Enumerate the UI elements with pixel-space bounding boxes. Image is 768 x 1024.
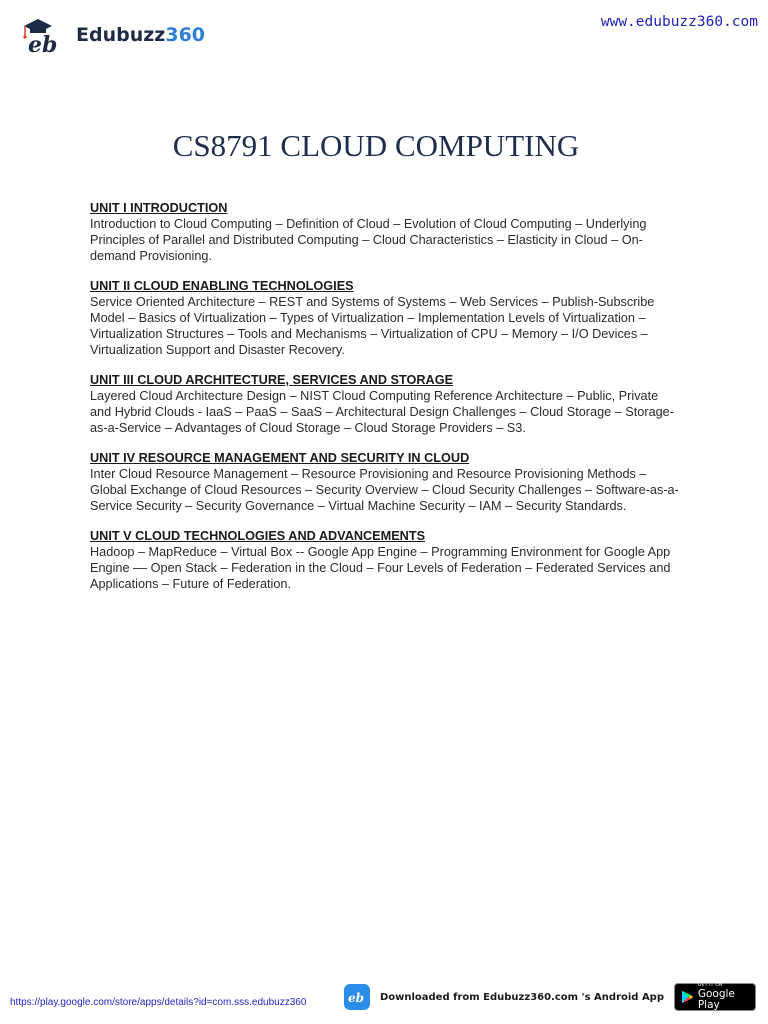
site-url-link[interactable]: www.edubuzz360.com [600, 14, 758, 30]
unit-1 [90, 200, 682, 264]
unit-body: Inter Cloud Resource Management – Resource Provisioning and Resource Provisioning Methods – Global Exchange of Cloud Resources – Security Overview – Cloud Security Challenges – Software-as-a-Service Security – Security Governance – Virtual Machine Security – IAM – Security Standards. [90, 467, 679, 513]
unit-heading: UNIT V CLOUD TECHNOLOGIES AND ADVANCEMENTS [90, 529, 426, 543]
gplay-big-text: Google Play [697, 988, 735, 1011]
unit-2 [90, 278, 682, 358]
play-store-url-link[interactable]: https://play.google.com/store/apps/details?id=com.sss.edubuzz360 [10, 997, 307, 1008]
eb-logo-icon [348, 990, 366, 1004]
svg-text:eb: eb [28, 32, 58, 56]
unit-body: Introduction to Cloud Computing – Definition of Cloud – Evolution of Cloud Computing – Underlying Principles of Parallel and Distributed Computing – Cloud Characteristics – Elasticity in Cloud – On-demand Provisioning. [90, 217, 647, 263]
unit-heading: UNIT III CLOUD ARCHITECTURE, SERVICES AND STORAGE [90, 373, 454, 387]
page-title: CS8791 CLOUD COMPUTING [172, 128, 580, 163]
unit-heading: UNIT II CLOUD ENABLING TECHNOLOGIES [90, 279, 354, 293]
edubuzz-logo[interactable] [18, 14, 205, 56]
download-note: Downloaded from Edubuzz360.com 's Android App [379, 991, 664, 1003]
unit-heading: UNIT IV RESOURCE MANAGEMENT AND SECURITY IN CLOUD [90, 451, 470, 465]
unit-4 [90, 450, 682, 514]
unit-body: Hadoop – MapReduce – Virtual Box -- Google App Engine – Programming Environment for Google App Engine –– Open Stack – Federation in the Cloud – Four Levels of Federation – Federated Services and Applications – Future of Federation. [90, 545, 671, 591]
logo-text: Edubuzz360 [76, 24, 206, 46]
unit-body: Service Oriented Architecture – REST and Systems of Systems – Web Services – Publish-Subscribe Model – Basics of Virtualization – Types of Virtualization – Implementation Levels of Virtualization – Virtualization Structures – Tools and Mechanisms – Virtualization of CPU – Memory – I/O Devices –Virtualization Support and Disaster Recovery. [90, 295, 655, 357]
google-play-icon [681, 989, 694, 1005]
footer-download-banner [344, 983, 756, 1011]
graduation-cap-icon [18, 14, 74, 56]
syllabus-units [90, 200, 682, 606]
unit-5 [90, 528, 682, 592]
unit-heading: UNIT I INTRODUCTION [90, 201, 228, 215]
gplay-small-text: GET IT ON [697, 982, 723, 988]
unit-body: Layered Cloud Architecture Design – NIST Cloud Computing Reference Architecture – Public, Private and Hybrid Clouds - IaaS – PaaS – SaaS – Architectural Design Challenges – Cloud Storage – Storage-as-a-Service – Advantages of Cloud Storage – Cloud Storage Providers – S3. [90, 389, 674, 435]
unit-3 [90, 372, 682, 436]
svg-text:eb: eb [347, 991, 364, 1004]
edubuzz-app-icon[interactable] [344, 984, 370, 1010]
google-play-badge[interactable] [674, 983, 756, 1011]
